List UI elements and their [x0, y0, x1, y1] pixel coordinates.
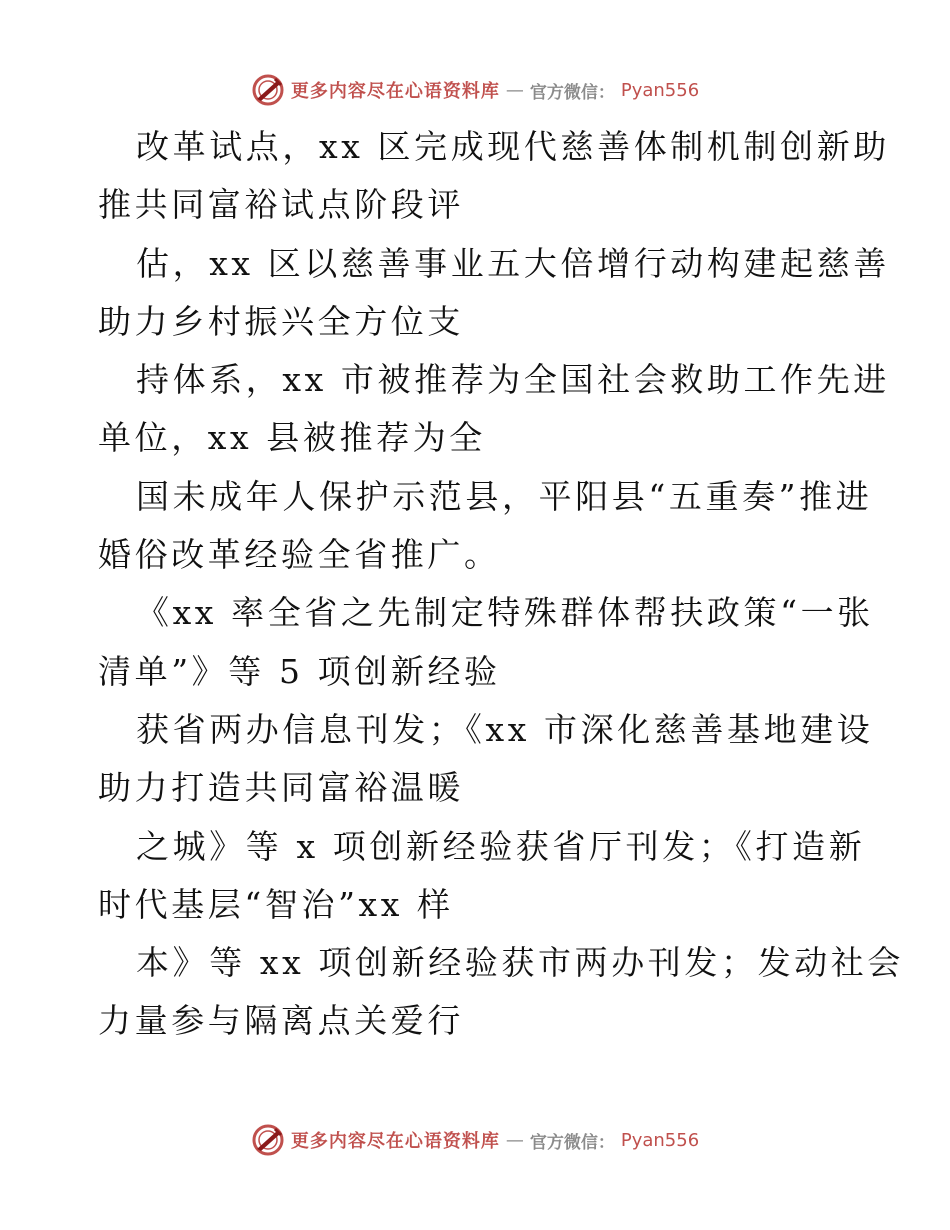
- watermark-wechat-id: Pyan556: [620, 79, 700, 101]
- text-line: 本》等 xx 项创新经验获市两办刊发；发动社会: [136, 943, 905, 983]
- watermark-text: 更多内容尽在心语资料库: [290, 1131, 500, 1152]
- watermark-wechat-id: Pyan556: [620, 1129, 700, 1151]
- text-line: 获省两办信息刊发；《xx 市深化慈善基地建设: [136, 709, 874, 749]
- text-line: 时代基层“智治”xx 样: [98, 884, 454, 924]
- footer-watermark: [0, 1120, 950, 1160]
- pen-logo-icon: [251, 1123, 285, 1157]
- text-line: 国未成年人保护示范县，平阳县“五重奏”推进: [136, 476, 873, 516]
- text-line: 之城》等 x 项创新经验获省厅刊发；《打造新: [136, 826, 866, 866]
- pen-logo-icon: [251, 73, 285, 107]
- text-line: 助力乡村振兴全方位支: [98, 301, 464, 341]
- text-line: 改革试点，xx 区完成现代慈善体制机制创新助: [136, 127, 890, 166]
- text-line: 婚俗改革经验全省推广。: [98, 535, 501, 575]
- text-line: 清单”》等 5 项创新经验: [98, 651, 501, 691]
- text-line: 《xx 率全省之先制定特殊群体帮扶政策“一张: [136, 593, 874, 633]
- watermark-wechat-label: 官方微信：: [529, 82, 615, 103]
- text-line: 单位，xx 县被推荐为全: [98, 418, 486, 458]
- watermark-dash: —: [505, 79, 524, 101]
- text-line: 估，xx 区以慈善事业五大倍增行动构建起慈善: [136, 243, 890, 283]
- header-watermark: [0, 70, 950, 110]
- text-line: 推共同富裕试点阶段评: [98, 185, 464, 225]
- watermark-wechat-label: 官方微信：: [529, 1132, 615, 1153]
- text-line: 助力打造共同富裕温暖: [98, 768, 464, 808]
- watermark-text: 更多内容尽在心语资料库: [290, 81, 500, 102]
- document-body: [98, 118, 905, 1051]
- text-line: 力量参与隔离点关爱行: [98, 1001, 464, 1041]
- text-line: 持体系，xx 市被推荐为全国社会救助工作先进: [136, 360, 890, 400]
- watermark-dash: —: [505, 1129, 524, 1151]
